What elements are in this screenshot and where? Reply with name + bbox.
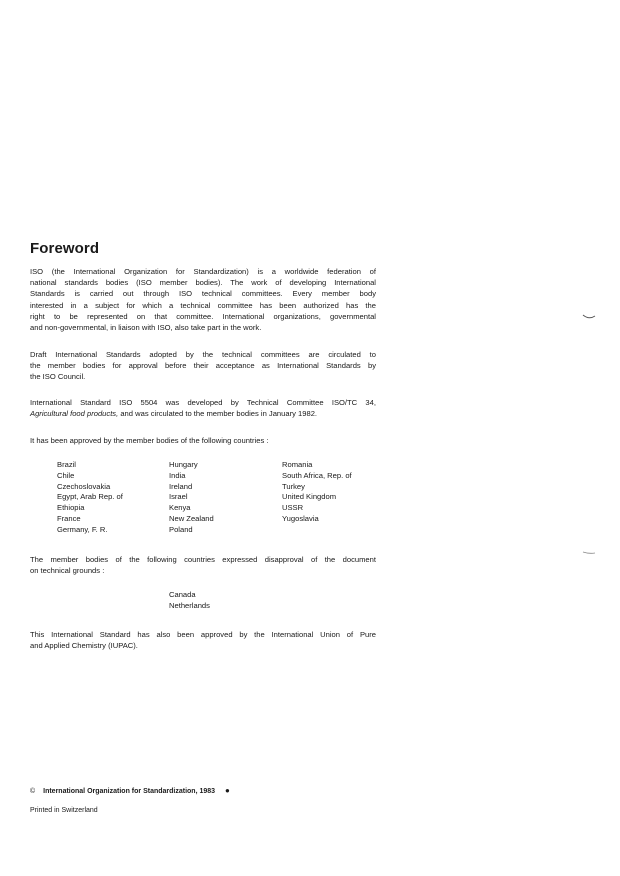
country-item: Chile [57,470,75,480]
copyright-text: International Organization for Standardization, 1983 [43,788,216,795]
paragraph-line: Standards is carried out through ISO technical committees. Every member body [30,289,376,299]
copyright-notice [30,786,230,795]
country-item: Canada [169,590,196,599]
country-item: Poland [169,524,193,534]
paragraph-line [30,408,376,419]
paragraph-line: and non-governmental, in liaison with ISO, also take part in the work. [30,323,262,333]
country-item: South Africa, Rep. of [282,470,352,480]
paragraph-iso-intro [30,266,376,333]
paragraph-development [30,397,376,419]
paragraph-approval [30,435,376,446]
scan-mark-icon [582,314,596,320]
country-item: New Zealand [169,513,214,523]
paragraph-line: on technical grounds : [30,566,105,576]
paragraph-line: ISO (the International Organization for Standardization) is a worldwide federation of [30,267,376,276]
country-item: Hungary [169,460,198,469]
country-item: France [57,513,81,523]
country-item: United Kingdom [282,492,337,502]
bullet-icon: ● [225,786,230,795]
countries-column-2 [169,460,289,536]
paragraph-line: and Applied Chemistry (IUPAC). [30,641,138,651]
paragraph-line: the member bodies for approval before their acceptance as International Standards by [30,361,376,371]
paragraph-line: The member bodies of the following countries expressed disapproval of the document [30,555,376,564]
paragraph-line-rest: and was circulated to the member bodies in January 1982. [118,409,318,419]
paragraph-draft-standards [30,349,376,383]
country-item: Kenya [169,503,191,513]
country-item: Germany, F. R. [57,524,108,534]
country-item: USSR [282,503,304,513]
country-item: Egypt, Arab Rep. of [57,492,123,502]
paragraph-line: right to be represented on that committee. International organizations, governmental [30,311,376,321]
paragraph-line: the ISO Council. [30,372,86,382]
paragraph-line: This International Standard has also been approved by the International Union of Pure [30,630,376,639]
country-item: Yugoslavia [282,513,319,523]
paragraph-line: Draft International Standards adopted by the technical committees are circulated to [30,350,376,359]
disapproving-countries-list [169,590,210,612]
country-item: Czechoslovakia [57,481,111,491]
country-item: Israel [169,492,188,502]
countries-column-1 [57,460,177,536]
scan-mark-icon [582,550,596,556]
country-item: Turkey [282,481,305,491]
country-item: India [169,470,186,480]
committee-title-italic: Agricultural food products, [30,409,119,419]
countries-column-3 [282,460,402,525]
country-item: Ethiopia [57,503,85,513]
paragraph-line: interested in a subject for which a technical committee has been authorized has the [30,300,376,310]
country-item: Netherlands [169,600,210,610]
country-item: Ireland [169,481,193,491]
paragraph-line: International Standard ISO 5504 was developed by Technical Committee ISO/TC 34, [30,398,376,407]
country-item: Romania [282,460,313,469]
country-item: Brazil [57,460,76,469]
page-title: Foreword [30,240,100,257]
copyright-icon: © [30,788,36,795]
paragraph-disapproval [30,554,376,576]
printed-in-note: Printed in Switzerland [30,807,98,814]
paragraph-iupac [30,629,376,651]
paragraph-line: It has been approved by the member bodies of the following countries : [30,436,269,445]
paragraph-line: national standards bodies (ISO member bodies). The work of developing International [30,278,376,288]
